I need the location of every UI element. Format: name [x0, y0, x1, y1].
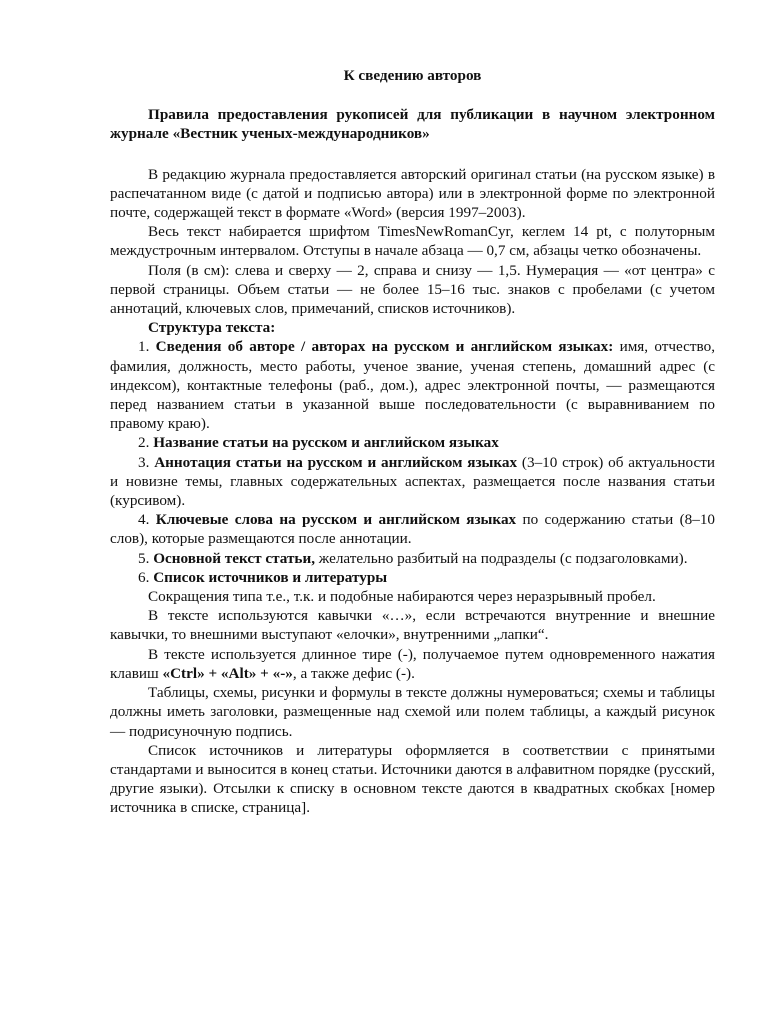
- paragraph-tables: Таблицы, схемы, рисунки и формулы в тексте должны нумероваться; схемы и таблицы должны иметь заголовки, размещенные над схемой или полем таблицы, а каждый рисунок — подрисуночную подпись.: [110, 684, 715, 740]
- document-subtitle: Правила предоставления рукописей для публикации в научном электронном журнале «Вестник ученых-международников»: [110, 106, 715, 143]
- list-item: 5. Основной текст статьи, желательно разбитый на подразделы (с подзаголовками).: [138, 549, 688, 567]
- paragraph-margins: Поля (в см): слева и сверху — 2, справа и снизу — 1,5. Нумерация — «от центра» с первой страницы. Объем статьи — не более 15–16 тыс. знаков с пробелами (с учетом аннотаций, ключевых слов, примечаний, списков источников).: [110, 261, 715, 318]
- list-item: 4. Ключевые слова на русском и английском языках по содержанию статьи (8–10 слов), которые размещаются после аннотации.: [110, 511, 716, 548]
- paragraph-abbreviations: Сокращения типа т.е., т.к. и подобные набираются через неразрывный пробел.: [148, 588, 656, 606]
- list-item: 3. Аннотация статьи на русском и английском языках (3–10 строк) об актуальности и новизне темы, главных содержательных аспектах, размещается после названия статьи (курсивом).: [110, 453, 715, 510]
- paragraph-submission: В редакцию журнала предоставляется авторский оригинал статьи (на русском языке) в распечатанном виде (с датой и подписью автора) или в электронной форме по электронной почте, содержащей текст в формате «Word» (версия 1997–2003).: [110, 165, 715, 222]
- paragraph-dash: В тексте используется длинное тире (-), получаемое путем одновременного нажатия клавиш «Ctrl» + «Alt» + «-», а также дефис (-).: [110, 645, 715, 682]
- list-item: 6. Список источников и литературы: [138, 568, 388, 586]
- document-title: К сведению авторов: [343, 67, 482, 84]
- paragraph-font: Весь текст набирается шрифтом TimesNewRomanCyr, кеглем 14 pt, с полуторным междустрочным интервалом. Отступы в начале абзаца — 0,7 см, абзацы четко обозначены.: [110, 223, 715, 260]
- list-item: 2. Название статьи на русском и английском языках: [138, 434, 499, 452]
- list-item: 1. Сведения об авторе / авторах на русском и английском языках: имя, отчество, фамилия, должность, место работы, ученое звание, ученая степень, домашний адрес (с индексом), контактные телефоны (раб., дом.), адрес электронной почты, — размещаются перед названием статьи в указанной выше последовательности (с выравниванием по правому краю).: [110, 338, 715, 433]
- structure-heading: Структура текста:: [148, 319, 276, 337]
- document-page: [110, 66, 715, 818]
- paragraph-quotes: В тексте используются кавычки «…», если встречаются внутренние и внешние кавычки, то внешними выступают «елочки», внутренними „лапки“.: [110, 607, 715, 644]
- paragraph-sources: Список источников и литературы оформляется в соответствии с принятыми стандартами и выносится в конец статьи. Источники даются в алфавитном порядке (русский, другие языки). Отсылки к списку в основном тексте даются в квадратных скобках [номер источника в списке, страница].: [110, 741, 715, 817]
